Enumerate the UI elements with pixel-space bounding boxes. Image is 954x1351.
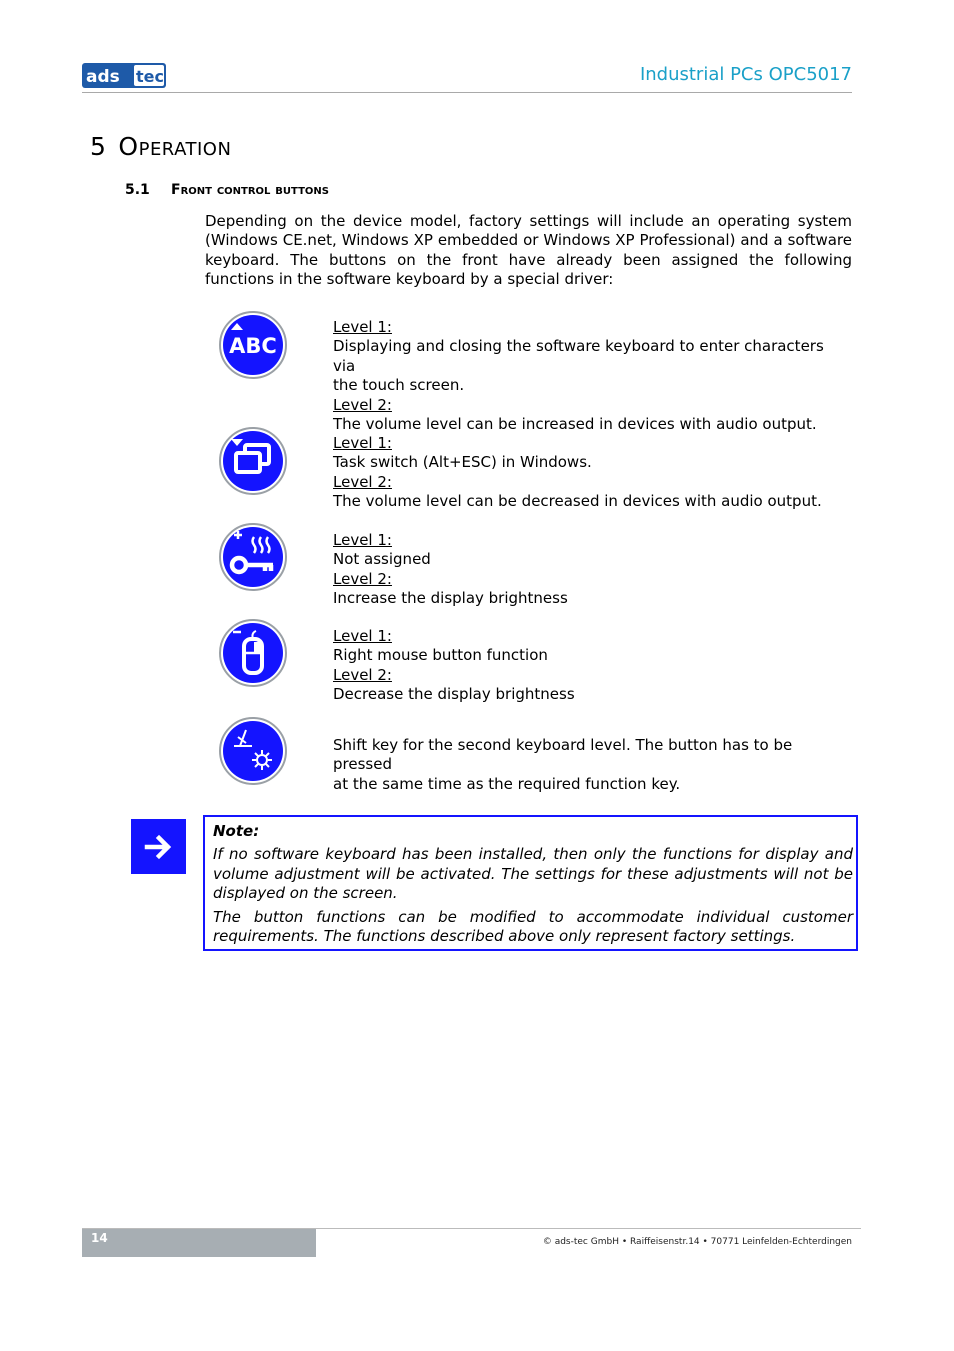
logo-text-tec: tec <box>136 67 164 86</box>
chapter-title: Operation <box>118 132 232 161</box>
intro-paragraph: Depending on the device model, factory settings will include an operating system (Windows CE.net, Windows XP embedded or Windows XP Professional) and a software keyboard. The buttons on the front have already been assigned the following functions in the software keyboard by a special driver: <box>205 212 852 289</box>
button-4-level1-label: Level 1: <box>333 627 392 645</box>
button-2-description <box>333 434 843 512</box>
button-5-text-b: at the same time as the required function key. <box>333 774 681 793</box>
button-3-level1-label: Level 1: <box>333 531 392 549</box>
section-title: Front control buttons <box>171 182 329 198</box>
button-2-level2-text: The volume level can be decreased in devices with audio output. <box>333 492 822 511</box>
logo-text-ads: ads <box>86 67 120 87</box>
button-1-level1-text-b: the touch screen. <box>333 376 465 395</box>
button-3-level2-label: Level 2: <box>333 569 392 588</box>
note-paragraph-1: If no software keyboard has been installed, then only the functions for display and volume adjustment will be activated. The settings for these adjustments will not be displayed on the screen. <box>213 845 853 903</box>
note-content <box>213 822 853 950</box>
button-4-level2-text: Decrease the display brightness <box>333 685 575 704</box>
section-heading <box>125 182 329 198</box>
shift-sun-icon <box>218 716 288 786</box>
button-3-level2-text: Increase the display brightness <box>333 589 568 608</box>
footer-address: © ads-tec GmbH • Raiffeisenstr.14 • 70771 Leinfelden-Echterdingen <box>542 1237 852 1247</box>
button-4-level2-label: Level 2: <box>333 665 392 684</box>
chapter-number: 5 <box>90 132 107 161</box>
note-paragraph-2: The button functions can be modified to accommodate individual customer requirements. The functions described above only represent factory settings. <box>213 907 853 946</box>
chapter-heading <box>90 132 231 161</box>
mouse-brightness-down-icon <box>218 618 288 688</box>
key-brightness-up-icon <box>218 522 288 592</box>
button-1-level1-text-a: Displaying and closing the software keyboard to enter characters via <box>333 337 824 375</box>
button-2-level1-label: Level 1: <box>333 434 392 452</box>
button-2-level1-text: Task switch (Alt+ESC) in Windows. <box>333 453 592 472</box>
button-5-text-a: Shift key for the second keyboard level. The button has to be pressed <box>333 736 793 774</box>
button-2-level2-label: Level 2: <box>333 472 392 491</box>
header-rule <box>82 92 852 93</box>
page-number-box <box>82 1229 316 1257</box>
ads-tec-logo <box>82 63 166 88</box>
header-title: Industrial PCs OPC5017 <box>639 64 852 85</box>
note-title: Note: <box>213 822 260 840</box>
button-1-level1-label: Level 1: <box>333 318 392 336</box>
task-switch-icon <box>218 426 288 496</box>
button-3-description <box>333 531 843 609</box>
button-4-level1-text: Right mouse button function <box>333 646 548 665</box>
button-1-level2-text: The volume level can be increased in devices with audio output. <box>333 415 817 434</box>
button-3-level1-text: Not assigned <box>333 550 431 569</box>
section-number: 5.1 <box>125 182 150 198</box>
abc-keyboard-icon <box>218 310 288 380</box>
note-arrow-icon <box>131 819 186 874</box>
button-5-description <box>333 736 843 794</box>
button-1-level2-label: Level 2: <box>333 395 392 414</box>
abc-icon-text: ABC <box>229 334 277 358</box>
button-4-description <box>333 627 843 705</box>
page-number: 14 <box>91 1231 108 1245</box>
button-1-description <box>333 318 843 434</box>
